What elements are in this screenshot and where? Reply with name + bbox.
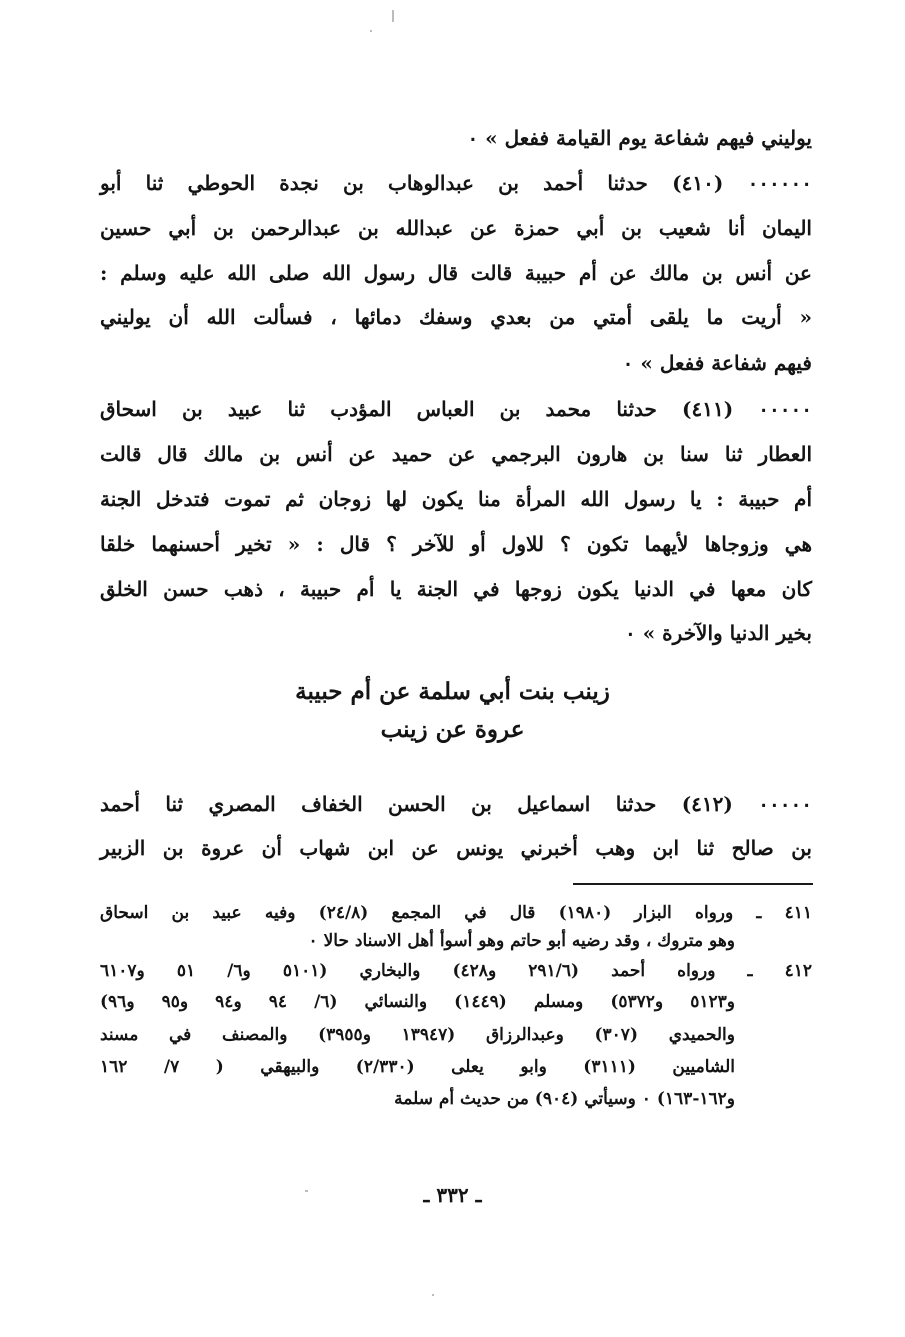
- footnote-line: و١٦٢-١٦٣) ٠ وسيأتي (٩٠٤) من حديث أم سلمة: [394, 1089, 735, 1109]
- page-number: ـ ٣٣٢ ـ: [423, 1183, 482, 1207]
- body-line: ٠٠٠٠٠ (٤١١) حدثنا محمد بن العباس المؤدب ثنا عبيد بن اسحاق: [100, 397, 812, 421]
- body-line: عن أنس بن مالك عن أم حبيبة قالت قال رسول الله صلى الله عليه وسلم :: [100, 261, 812, 285]
- body-line: أم حبيبة : يا رسول الله المرأة منا يكون لها زوجان ثم تموت فتدخل الجنة: [100, 487, 812, 511]
- body-line: اليمان أنا شعيب بن أبي حمزة عن عبدالله بن عبدالرحمن بن أبي حسين: [100, 216, 812, 240]
- body-line: كان معها في الدنيا يكون زوجها في الجنة يا أم حبيبة ، ذهب حسن الخلق: [100, 577, 812, 601]
- body-line: فيهم شفاعة ففعل » ٠: [622, 351, 812, 375]
- section-subheading: عروة عن زينب: [380, 716, 525, 743]
- body-line: هي وزوجاها لأيهما تكون ؟ للاول أو للآخر ؟ قال : « تخير أحسنهما خلقا: [100, 532, 812, 556]
- body-line: ٠٠٠٠٠ (٤١٢) حدثنا اسماعيل بن الحسن الخفاف المصري ثنا أحمد: [100, 792, 812, 816]
- body-line: العطار ثنا سنا بن هارون البرجمي عن حميد عن أنس بن مالك قال قالت: [100, 442, 812, 466]
- body-line: « أريت ما يلقى أمتي من بعدي وسفك دمائها ، فسألت الله أن يوليني: [100, 305, 812, 329]
- footnote-line: الشاميين (٣١١١) وابو يعلى (٢/٣٣٠) والبيهقي ( ٧/ ١٦٢: [100, 1057, 735, 1077]
- footnote-line: ٤١١ ـ ورواه البزار (١٩٨٠) قال في المجمع (٢٤/٨) وفيه عبيد بن اسحاق: [100, 903, 812, 923]
- footnote-line: والحميدي (٣٠٧) وعبدالرزاق (١٣٩٤٧ و٣٩٥٥) والمصنف في مسند: [100, 1025, 735, 1045]
- body-line: بن صالح ثنا ابن وهب أخبرني يونس عن ابن شهاب أن عروة بن الزبير: [100, 836, 812, 860]
- section-heading: زينب بنت أبي سلمة عن أم حبيبة: [295, 678, 610, 705]
- footnote-line: ٤١٢ ـ ورواه أحمد (٢٩١/٦ و٤٢٨) والبخاري (٥١٠١ و٦/ ٥١ و٦١٠٧: [100, 961, 812, 981]
- scan-speck: [392, 10, 394, 22]
- body-line: بخير الدنيا والآخرة » ٠: [625, 621, 812, 645]
- footnote-separator: [573, 883, 813, 885]
- scan-speck: [305, 1190, 308, 1192]
- body-line: ٠٠٠٠٠٠ (٤١٠) حدثنا أحمد بن عبدالوهاب بن نجدة الحوطي ثنا أبو: [100, 171, 813, 195]
- body-line: يوليني فيهم شفاعة يوم القيامة ففعل » ٠: [467, 126, 812, 150]
- scan-speck: [370, 30, 372, 32]
- footnote-line: و٥١٢٣ و٥٣٧٢) ومسلم (١٤٤٩) والنسائي (٦/ ٩٤ و٩٤ و٩٥ و٩٦): [100, 992, 735, 1012]
- scan-speck: [432, 1294, 434, 1296]
- footnote-line: وهو متروك ، وقد رضيه أبو حاتم وهو أسوأ أهل الاسناد حالا ٠: [308, 931, 735, 951]
